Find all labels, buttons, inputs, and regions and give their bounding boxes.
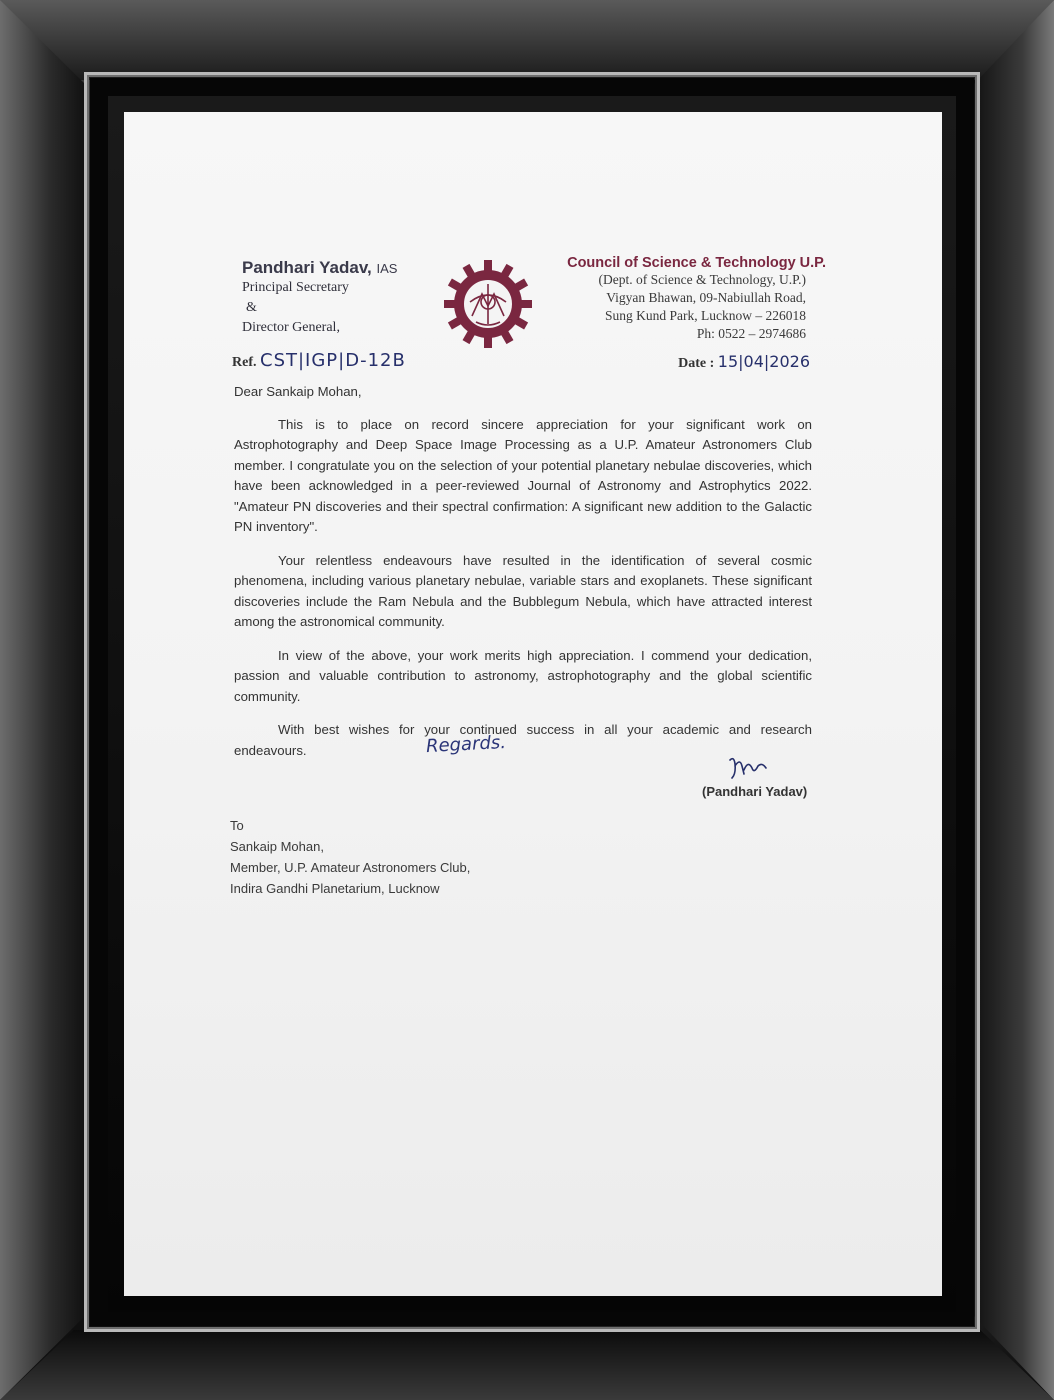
date-line <box>678 352 810 372</box>
reference-line <box>232 350 406 371</box>
date-value: 15|04|2026 <box>717 352 810 371</box>
organization-block <box>536 255 826 343</box>
sender-block <box>242 258 462 338</box>
frame-bottom-bevel <box>0 1330 1054 1400</box>
recipient-address <box>230 815 470 899</box>
paragraph-1: This is to place on record sincere appreciation for your significant work on Astrophotography and Deep Space Image Processing as a U.P. Amateur Astronomers Club member. I congratulate you on the selection of your potential planetary nebulae discoveries, which have been acknowledged in a peer-reviewed Journal of Astronomy and Astrophytics 2022. "Amateur PN discoveries and their spectral confirmation: A significant new addition to the Galactic PN inventory". <box>234 416 812 534</box>
recipient-name: Sankaip Mohan, <box>230 839 324 854</box>
reference-label: Ref. <box>232 355 257 370</box>
recipient-line-1: Member, U.P. Amateur Astronomers Club, <box>230 860 471 875</box>
paragraph-4: With best wishes for your continued success in all your academic and research endeavours. <box>234 722 812 758</box>
council-emblem-icon <box>442 258 534 350</box>
handwritten-regards: Regards. <box>425 731 507 758</box>
organization-name: Council of Science & Technology U.P. <box>567 255 826 271</box>
signature-mark <box>726 752 776 782</box>
organization-address-1: Vigyan Bhawan, 09-Nabiullah Road, <box>606 290 806 305</box>
frame-left-bevel <box>0 0 85 1400</box>
organization-dept: (Dept. of Science & Technology, U.P.) <box>598 272 806 287</box>
paragraph-2: Your relentless endeavours have resulted in the identification of several cosmic phenomena, including various planetary nebulae, variable stars and exoplanets. These significant discoveries include the Ram Nebula and the Bubblegum Nebula, which have attracted interest among the astronomical community. <box>234 552 812 629</box>
signatory-name: (Pandhari Yadav) <box>702 784 808 799</box>
sender-name <box>242 258 462 278</box>
letter-body <box>234 382 812 774</box>
recipient-to: To <box>230 818 244 833</box>
organization-address-2: Sung Kund Park, Lucknow – 226018 <box>605 308 806 323</box>
sender-suffix: IAS <box>376 261 398 276</box>
frame-top-bevel <box>0 0 1054 80</box>
date-label: Date : <box>678 356 715 371</box>
salutation: Dear Sankaip Mohan, <box>234 384 362 399</box>
sender-title-1: Principal Secretary <box>242 280 349 295</box>
frame-right-bevel <box>974 0 1054 1400</box>
sender-title-2: Director General, <box>242 320 340 335</box>
organization-phone: Ph: 0522 – 2974686 <box>696 326 806 341</box>
sender-title-amp: & <box>246 300 257 315</box>
letter-page <box>124 112 942 1296</box>
recipient-line-2: Indira Gandhi Planetarium, Lucknow <box>230 881 440 896</box>
sender-name-text: Pandhari Yadav, <box>242 258 372 277</box>
reference-number: CST|IGP|D-12B <box>260 350 406 371</box>
paragraph-3: In view of the above, your work merits high appreciation. I commend your dedication, passion and valuable contribution to astronomy, astrophotography and the global scientific community. <box>234 647 812 704</box>
